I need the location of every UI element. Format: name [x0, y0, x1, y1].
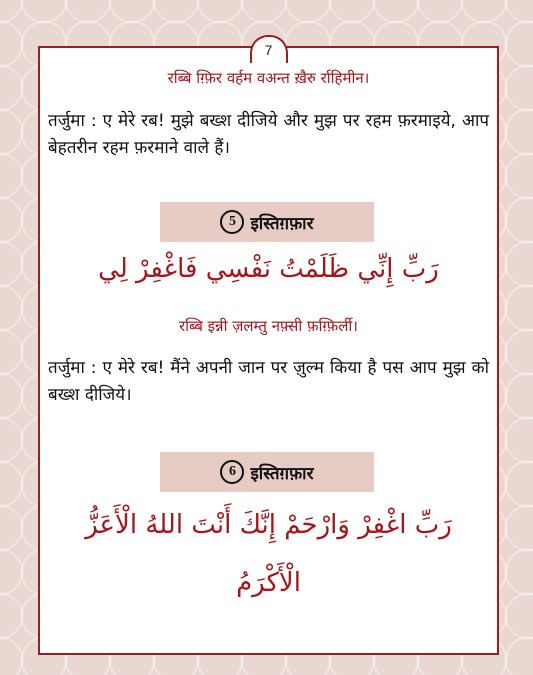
arabic-dua-5: رَبِّ إِنِّي ظَلَمْتُ نَفْسِي فَاغْفِرْ لِي [98, 254, 439, 284]
section-header-5 [160, 202, 374, 242]
arabic-dua-6-line-2: الْأَكْرَمُ [236, 568, 301, 598]
page-number: 7 [250, 35, 288, 63]
section-number-5: 5 [220, 210, 244, 234]
section-title-5: इस्तिग़फ़ार [250, 213, 314, 234]
page-frame [38, 42, 499, 655]
section-title-6: इस्तिग़फ़ार [250, 463, 314, 484]
transliteration-5: रब्बि इन्नी ज़लम्तु नफ़्सी फ़ग़्फ़िर्ली। [179, 317, 358, 335]
top-transliteration: रब्बि ग़्फ़िर वर्हम वअन्त ख़ैरु र्राहिमीन। [167, 69, 370, 87]
section-number-6: 6 [220, 460, 244, 484]
section-header-6 [160, 452, 374, 492]
arabic-dua-6-line-1: رَبِّ اغْفِرْ وَارْحَمْ إِنَّكَ أَنْتَ اللهُ الْأَعَزُّ [85, 510, 452, 540]
top-translation: तर्जुमा : ए मेरे रब! मुझे बख्श दीजिये और मुझ पर रहम फ़रमाइये, आप बेहतरीन रहम फ़रमाने वाले हैं। [48, 111, 489, 158]
translation-5: तर्जुमा : ए मेरे रब! मैंने अपनी जान पर ज़ुल्म किया है पस आप मुझ को बख्श दीजिये। [48, 358, 489, 405]
